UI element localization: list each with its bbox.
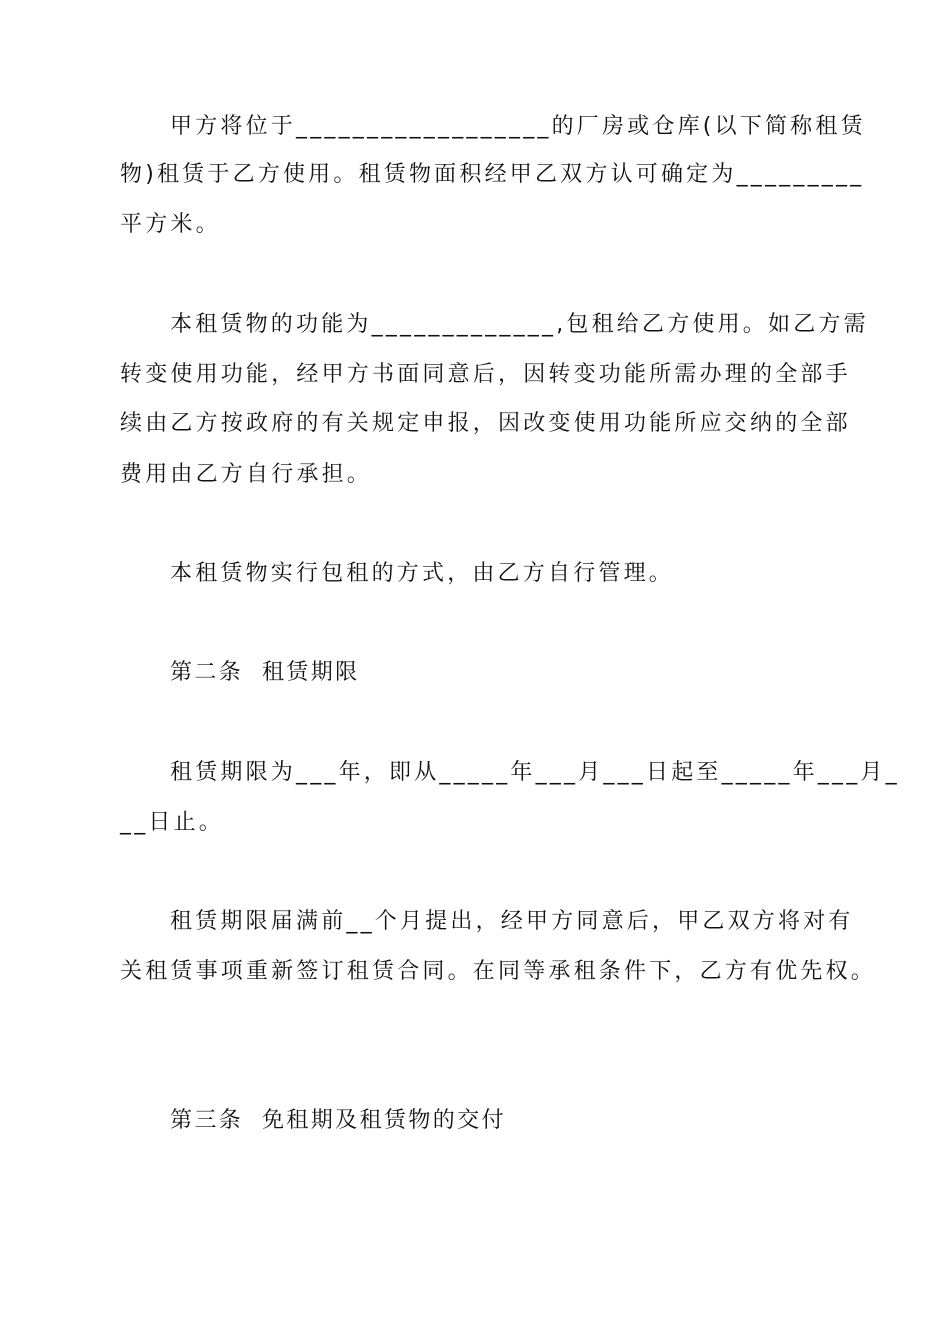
paragraph-function-line-1: 本租赁物的功能为_____________,包租给乙方使用。如乙方需 [170, 312, 869, 337]
paragraph-premises-line-1: 甲方将位于__________________的厂房或仓库(以下简称租赁 [170, 114, 866, 139]
paragraph-lease-term-line-2: __日止。 [120, 810, 225, 835]
paragraph-premises-line-3: 平方米。 [120, 212, 221, 237]
paragraph-function-line-2: 转变使用功能，经甲方书面同意后，因转变功能所需办理的全部手 [120, 362, 851, 387]
paragraph-lease-mode: 本租赁物实行包租的方式，由乙方自行管理。 [170, 561, 675, 586]
paragraph-lease-term-line-1: 租赁期限为___年，即从_____年___月___日起至_____年___月_ [170, 760, 900, 785]
paragraph-function-line-3: 续由乙方按政府的有关规定申报，因改变使用功能所应交纳的全部 [120, 411, 851, 436]
article-2-heading: 第二条 租赁期限 [170, 660, 360, 685]
article-3-heading: 第三条 免租期及租赁物的交付 [170, 1108, 506, 1133]
paragraph-renewal-line-1: 租赁期限届满前__个月提出，经甲方同意后，甲乙双方将对有 [170, 909, 854, 934]
paragraph-renewal-line-2: 关租赁事项重新签订租赁合同。在同等承租条件下，乙方有优先权。 [120, 959, 877, 984]
paragraph-premises-line-2: 物)租赁于乙方使用。租赁物面积经甲乙双方认可确定为_________ [120, 162, 865, 187]
paragraph-function-line-4: 费用由乙方自行承担。 [120, 462, 373, 487]
